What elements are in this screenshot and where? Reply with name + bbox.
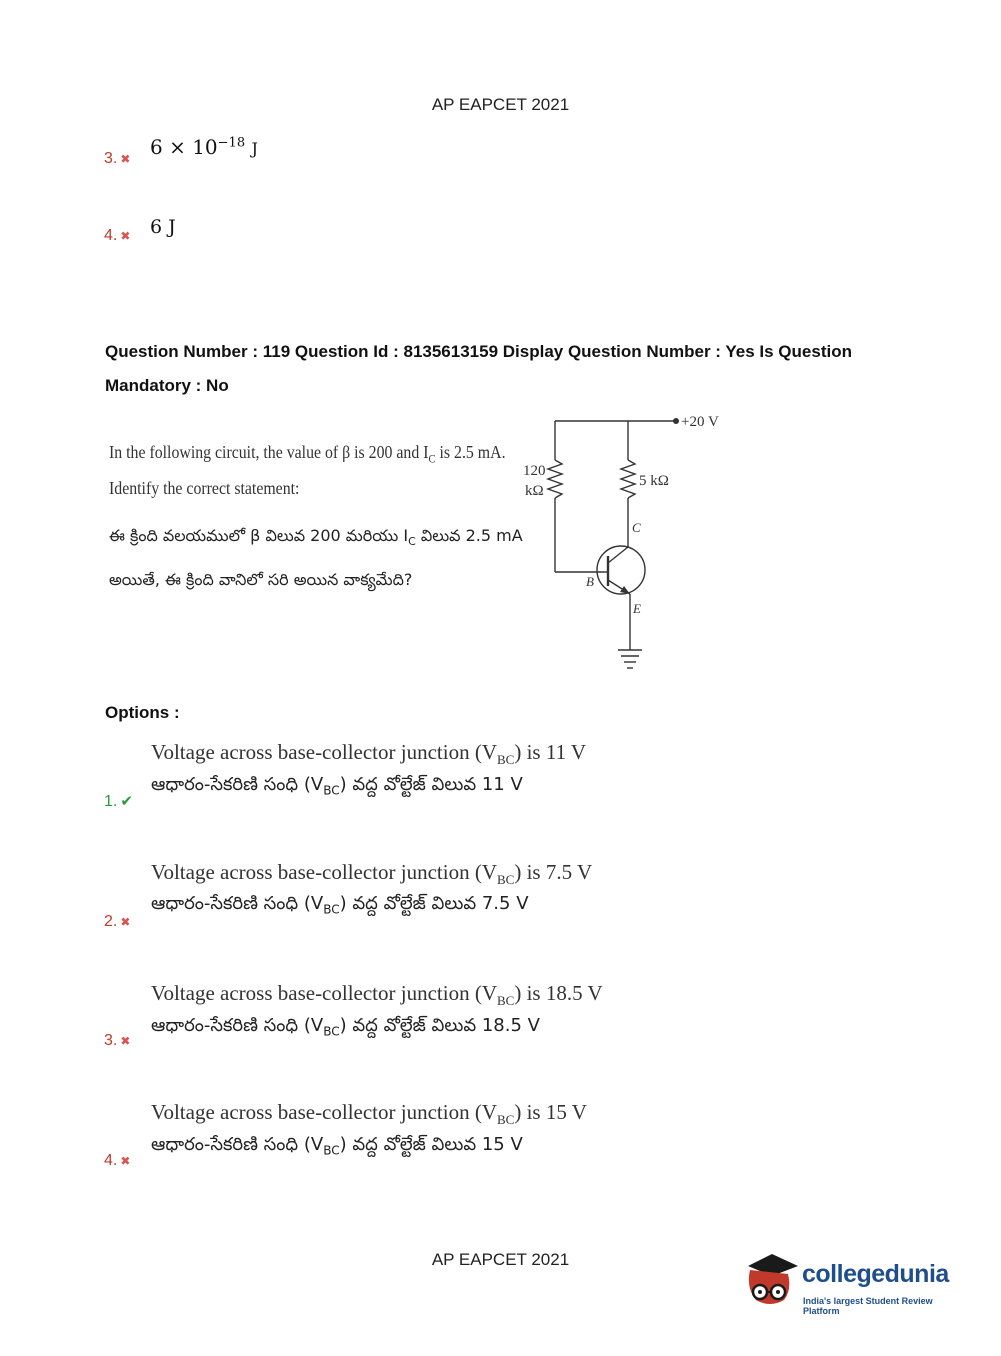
option-2-telugu: ఆధారం-సేకరిణి సంధి $(V_{BC})$ వద్ద వోల్టేజ్ విలువ 7.5 V	[151, 893, 529, 917]
question-meta-line2: Mandatory : No	[105, 376, 229, 395]
page-header: AP EAPCET 2021	[431, 95, 570, 114]
option-3-number: 3. ✖	[104, 1032, 131, 1049]
option-3-english: Voltage across base-collector junction $(V_{BC})$ is 18.5 V	[151, 981, 603, 1009]
option-2-english: Voltage across base-collector junction $(V_{BC})$ is 7.5 V	[151, 860, 593, 888]
option-2-number: 2. ✖	[104, 913, 131, 930]
page-footer: AP EAPCET 2021	[431, 1250, 570, 1269]
option-3-telugu: ఆధారం-సేకరిణి సంధి $(V_{BC})$ వద్ద వోల్టేజ్ విలువ 18.5 V	[151, 1015, 540, 1039]
emitter-label: E	[633, 601, 641, 616]
cross-icon: ✖	[120, 915, 131, 929]
rb-value-label: 120	[523, 463, 546, 479]
cross-icon: ✖	[120, 1154, 131, 1168]
option-1-english: Voltage across base-collector junction $(V_{BC})$ is 11 V	[151, 740, 587, 768]
option-1-number: 1. ✔	[104, 793, 133, 810]
prev-option-3-value: $6 \times 10^{-18}$ J	[150, 135, 258, 159]
rb-unit-label: kΩ	[525, 483, 544, 499]
prev-option-4-number: 4. ✖	[104, 227, 131, 244]
base-label: B	[586, 574, 594, 589]
cross-icon: ✖	[120, 152, 131, 166]
option-1-telugu: ఆధారం-సేకరిణి సంధి $(V_{BC})$ వద్ద వోల్టేజ్ విలువ 11 V	[151, 774, 523, 798]
collegedunia-logo	[740, 1248, 970, 1318]
question-text-telugu: ఈ క్రింది వలయములో β విలువ 200 మరియు $I_C$ విలువ 2.5 mA అయితే, ఈ క్రింది వానిలో సరి అయిన వాక్యమేది?	[109, 526, 523, 590]
brand-name: collegedunia	[802, 1260, 949, 1288]
rc-label: 5 kΩ	[639, 473, 669, 489]
brand-tagline: India's largest Student Review Platform	[803, 1296, 933, 1316]
mascot-icon	[740, 1248, 800, 1312]
transistor-circuit-diagram	[500, 405, 740, 690]
option-4-number: 4. ✖	[104, 1152, 131, 1169]
cross-icon: ✖	[120, 229, 131, 243]
prev-option-4-value: 6 J	[150, 216, 176, 238]
supply-label: +20 V	[681, 414, 719, 430]
option-4-telugu: ఆధారం-సేకరిణి సంధి $(V_{BC})$ వద్ద వోల్టేజ్ విలువ 15 V	[151, 1134, 523, 1158]
question-meta-line1: Question Number : 119 Question Id : 8135613159 Display Question Number : Yes Is Question	[105, 342, 852, 361]
cross-icon: ✖	[120, 1034, 131, 1048]
option-4-english: Voltage across base-collector junction $(V_{BC})$ is 15 V	[151, 1100, 587, 1128]
question-text-english: In the following circuit, the value of β is 200 and $I_C$ is 2.5 mA. Identify the correct statement:	[109, 442, 506, 498]
collector-label: C	[632, 520, 641, 535]
options-label: Options :	[105, 703, 180, 722]
prev-option-3-number: 3. ✖	[104, 150, 131, 167]
check-icon: ✔	[120, 793, 133, 810]
